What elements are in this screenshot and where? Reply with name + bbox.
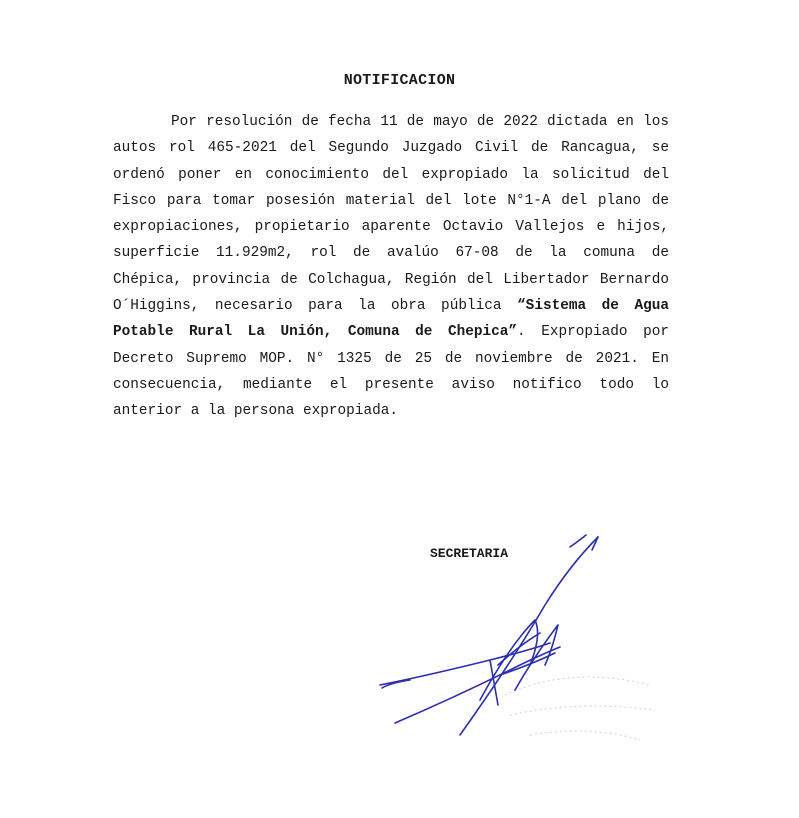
project-name: “Sistema de Agua Potable Rural La Unión, Comuna de Chepica”	[113, 298, 669, 341]
signatory-label: SECRETARIA	[430, 546, 509, 561]
handwritten-signature	[370, 525, 680, 765]
document-title: NOTIFICACION	[343, 72, 456, 89]
faint-stamp	[505, 677, 655, 740]
paragraph-text-end: . Expropiado por Decreto Supremo MOP. N° 1325 de 25 de noviembre de 2021. En consecuencia, mediante el presente aviso notifico todo lo anterior a la persona expropiada.	[113, 324, 669, 420]
notification-paragraph	[113, 109, 669, 425]
notification-body	[113, 109, 669, 425]
signature-stroke	[460, 537, 598, 735]
paragraph-text-start: Por resolución de fecha 11 de mayo de 2022 dictada en los autos rol 465-2021 del Segundo Juzgado Civil de Rancagua, se ordenó poner en conocimiento del expropiado la solicitud del Fisco para tomar posesión material del lote N°1-A del plano de expropiaciones, propietario aparente Octavio Vallejos e hijos, superficie 11.929m2, rol de avalúo 67-08 de la comuna de Chépica, provincia de Colchagua, Región del Libertador Bernardo O´Higgins, necesario para la obra pública	[113, 114, 669, 315]
signature-stroke	[570, 535, 586, 547]
signature-stroke	[380, 643, 550, 685]
